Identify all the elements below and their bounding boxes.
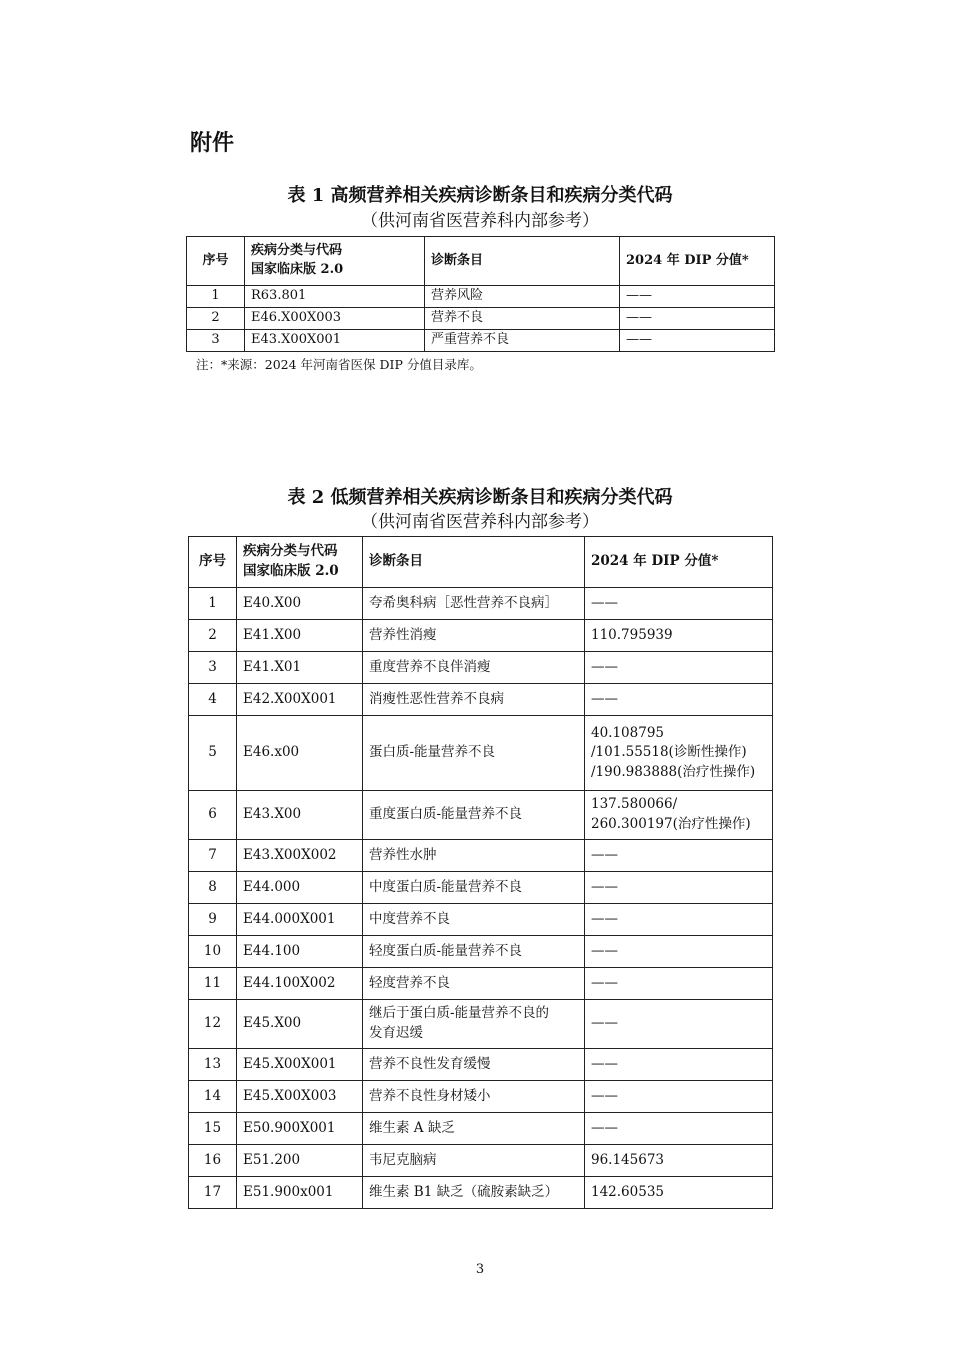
table1-cell-diagnosis: 严重营养不良 [425,330,620,352]
table2 [188,536,773,1209]
table2-header-dip: 2024 年 DIP 分值* [585,537,773,588]
table2-cell-seq: 9 [189,904,237,936]
table2-cell-dip: —— [585,968,773,1000]
table2-cell-dip: 96.145673 [585,1145,773,1177]
table2-header-row [189,537,773,588]
table2-cell-seq: 15 [189,1113,237,1145]
table2-cell-seq: 5 [189,716,237,791]
table2-cell-seq: 12 [189,1000,237,1049]
table2-cell-diagnosis: 韦尼克脑病 [363,1145,585,1177]
table2-cell-code: E41.X00 [237,620,363,652]
table1-title: 表 1 高频营养相关疾病诊断条目和疾病分类代码 [287,185,673,206]
table2-cell-dip: 142.60535 [585,1177,773,1209]
table2-header-seq: 序号 [189,537,237,588]
table2-cell-dip [585,791,773,840]
table2-cell-diagnosis: 维生素 A 缺乏 [363,1113,585,1145]
table2-cell-diagnosis: 重度营养不良伴消瘦 [363,652,585,684]
table2-header-code-line2: 国家临床版 2.0 [243,563,339,579]
table2-cell-code: E43.X00 [237,791,363,840]
table2-cell-seq: 16 [189,1145,237,1177]
table2-cell-code: E44.100 [237,936,363,968]
table2-cell-code: E44.100X002 [237,968,363,1000]
table-row [189,1177,773,1209]
table-row [189,588,773,620]
table2-cell-code: E42.X00X001 [237,684,363,716]
table2-cell-seq: 13 [189,1049,237,1081]
table-row [187,286,775,308]
table1-cell-seq: 2 [187,308,245,330]
dip-value-line: /101.55518(诊断性操作) [591,744,747,761]
table2-cell-dip [585,716,773,791]
table2-cell-code: E50.900X001 [237,1113,363,1145]
table1-header-dip: 2024 年 DIP 分值* [620,237,775,286]
table2-cell-code: E51.200 [237,1145,363,1177]
table-row [189,904,773,936]
table2-cell-dip: —— [585,1000,773,1049]
table2-cell-code: E44.000X001 [237,904,363,936]
table2-cell-code: E51.900x001 [237,1177,363,1209]
table2-cell-diagnosis: 营养性消瘦 [363,620,585,652]
table2-cell-dip: —— [585,904,773,936]
table2-title: 表 2 低频营养相关疾病诊断条目和疾病分类代码 [287,487,673,508]
diagnosis-line: 发育迟缓 [369,1025,423,1041]
table-row [187,308,775,330]
table-row [189,936,773,968]
table2-cell-code: E45.X00X003 [237,1081,363,1113]
table2-cell-dip: —— [585,936,773,968]
table2-cell-seq: 3 [189,652,237,684]
table2-cell-diagnosis: 夸希奥科病［恶性营养不良病］ [363,588,585,620]
table-row [189,1000,773,1049]
dip-value-line: 137.580066/ [591,796,678,813]
table2-cell-seq: 7 [189,840,237,872]
table2-header-code-line1: 疾病分类与代码 [243,543,338,560]
table2-cell-diagnosis: 轻度营养不良 [363,968,585,1000]
table2-cell-dip: —— [585,1081,773,1113]
table2-cell-code: E43.X00X002 [237,840,363,872]
table2-cell-code: E46.x00 [237,716,363,791]
table2-cell-diagnosis: 轻度蛋白质-能量营养不良 [363,936,585,968]
table1-cell-dip: —— [620,286,775,308]
table-row [189,1081,773,1113]
table2-subtitle: （供河南省医营养科内部参考） [361,512,599,532]
table2-cell-seq: 10 [189,936,237,968]
table2-cell-code: E40.X00 [237,588,363,620]
table2-cell-seq: 14 [189,1081,237,1113]
table-row [189,620,773,652]
table2-cell-dip: —— [585,684,773,716]
table2-header-code [237,537,363,588]
table-row [189,716,773,791]
table2-cell-dip: —— [585,840,773,872]
table1-cell-diagnosis: 营养不良 [425,308,620,330]
table-row [189,1113,773,1145]
table1-note: 注：*来源：2024 年河南省医保 DIP 分值目录库。 [196,357,482,372]
table2-cell-seq: 1 [189,588,237,620]
table2-cell-diagnosis: 营养性水肿 [363,840,585,872]
table2-cell-diagnosis: 重度蛋白质-能量营养不良 [363,791,585,840]
table1-header-code-line2: 国家临床版 2.0 [251,262,344,277]
table-row [189,791,773,840]
table-row [189,652,773,684]
table1-subtitle: （供河南省医营养科内部参考） [361,211,599,231]
dip-value-line: 40.108795 [591,724,665,741]
table2-cell-diagnosis: 中度蛋白质-能量营养不良 [363,872,585,904]
table1-header-code [245,237,425,286]
table-row [189,684,773,716]
table2-cell-diagnosis: 营养不良性发育缓慢 [363,1049,585,1081]
table-row [189,1145,773,1177]
table1-cell-code: E46.X00X003 [245,308,425,330]
attachment-label: 附件 [190,131,235,156]
table2-cell-dip: —— [585,652,773,684]
table-row [189,968,773,1000]
table2-cell-dip: —— [585,1049,773,1081]
table1-cell-seq: 3 [187,330,245,352]
table1-header-row [187,237,775,286]
table2-cell-dip: 110.795939 [585,620,773,652]
table2-cell-diagnosis: 维生素 B1 缺乏（硫胺素缺乏） [363,1177,585,1209]
table2-cell-dip: —— [585,872,773,904]
dip-value-line: 260.300197(治疗性操作) [591,816,751,832]
table2-cell-seq: 8 [189,872,237,904]
table1-header-seq: 序号 [187,237,245,286]
table2-cell-diagnosis [363,1000,585,1049]
table2-cell-seq: 11 [189,968,237,1000]
table2-cell-code: E45.X00X001 [237,1049,363,1081]
table-row [187,330,775,352]
table2-cell-seq: 2 [189,620,237,652]
table2-cell-dip: —— [585,588,773,620]
table2-header-diagnosis: 诊断条目 [363,537,585,588]
table1-cell-seq: 1 [187,286,245,308]
table1-cell-dip: —— [620,308,775,330]
table2-cell-code: E45.X00 [237,1000,363,1049]
table1-cell-diagnosis: 营养风险 [425,286,620,308]
page-number: 3 [475,1262,485,1277]
table1-header-code-line1: 疾病分类与代码 [251,243,343,259]
table2-cell-seq: 6 [189,791,237,840]
table2-cell-diagnosis: 中度营养不良 [363,904,585,936]
table1-cell-code: E43.X00X001 [245,330,425,352]
table2-cell-diagnosis: 消瘦性恶性营养不良病 [363,684,585,716]
table-row [189,872,773,904]
table2-cell-code: E41.X01 [237,652,363,684]
table2-cell-diagnosis: 蛋白质-能量营养不良 [363,716,585,791]
diagnosis-line: 继后于蛋白质-能量营养不良的 [369,1005,550,1022]
table2-cell-dip: —— [585,1113,773,1145]
table-row [189,1049,773,1081]
table2-cell-seq: 4 [189,684,237,716]
table1-cell-dip: —— [620,330,775,352]
table1-cell-code: R63.801 [245,286,425,308]
table2-cell-seq: 17 [189,1177,237,1209]
table1-header-diagnosis: 诊断条目 [425,237,620,286]
table-row [189,840,773,872]
table2-cell-diagnosis: 营养不良性身材矮小 [363,1081,585,1113]
table1 [186,236,775,352]
table2-cell-code: E44.000 [237,872,363,904]
dip-value-line: /190.983888(治疗性操作) [591,763,756,780]
